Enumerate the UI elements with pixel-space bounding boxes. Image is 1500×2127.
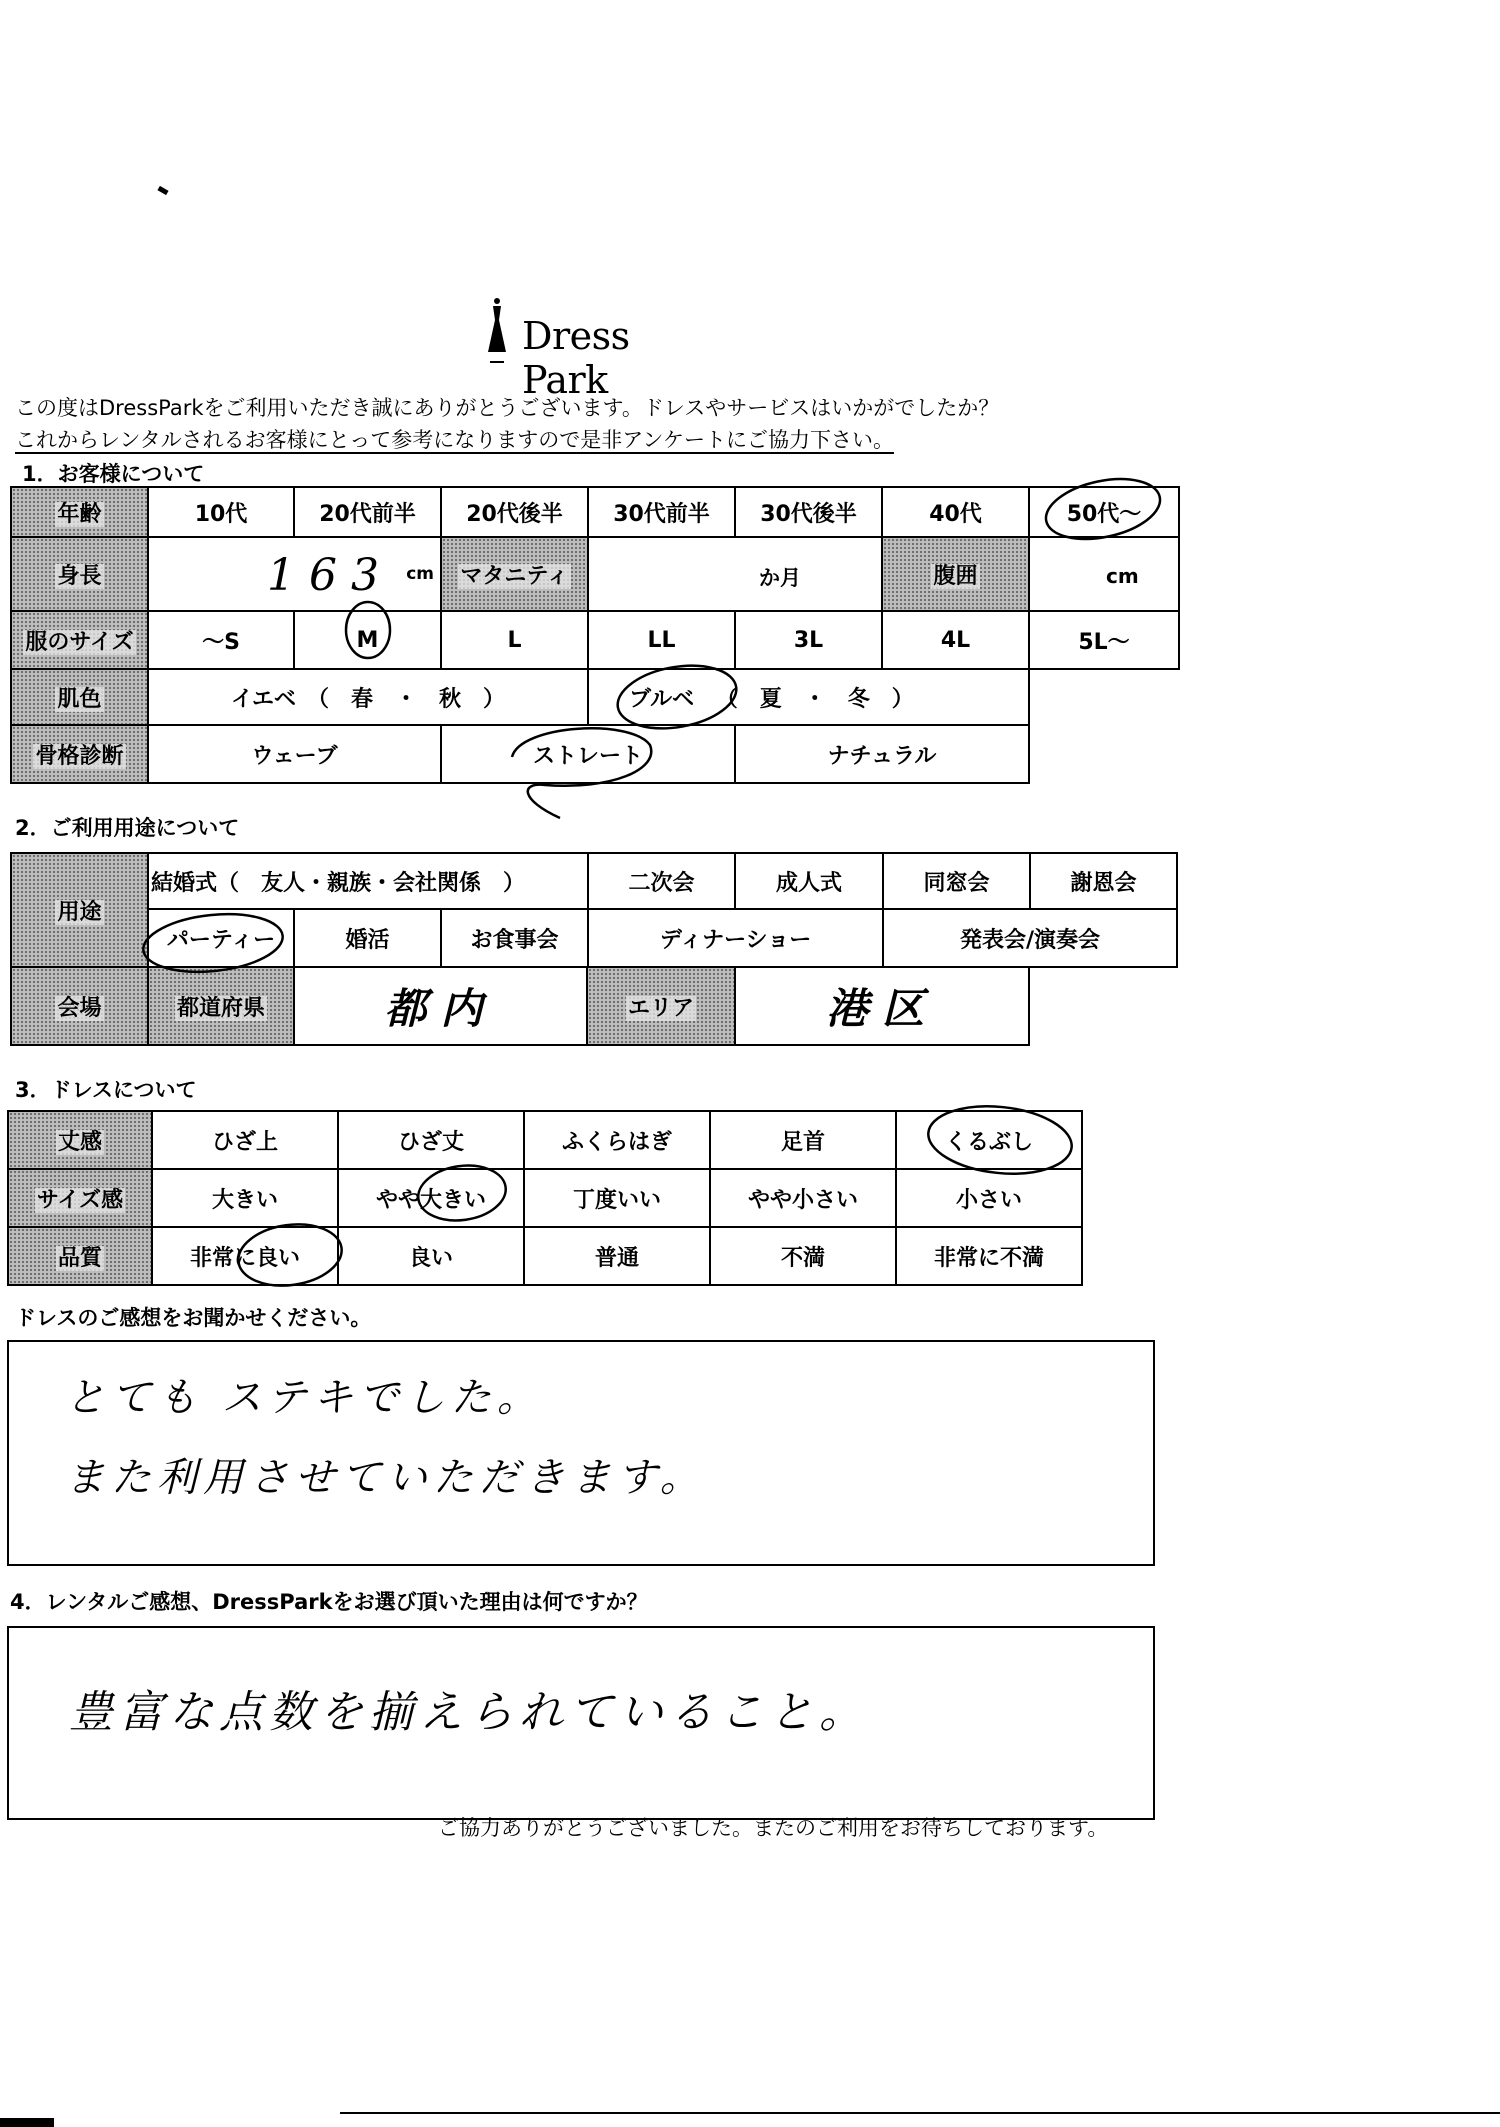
length-option-selected[interactable]: くるぶし	[896, 1111, 1082, 1169]
quality-option-selected[interactable]: 非常に良い	[152, 1227, 338, 1285]
section1-title: 1．お客様について	[22, 462, 205, 486]
purpose-option-selected[interactable]: パーティー	[148, 909, 294, 967]
quality-option[interactable]: 非常に不満	[896, 1227, 1082, 1285]
purpose-option[interactable]: 二次会	[588, 853, 735, 909]
size-option[interactable]: L	[441, 611, 588, 669]
frame-option[interactable]: ナチュラル	[735, 725, 1029, 783]
purpose-label: 用途	[11, 853, 148, 967]
fit-option[interactable]: 小さい	[896, 1169, 1082, 1227]
intro-line-2: これからレンタルされるお客様にとって参考になりますので是非アンケートにご協力下さい。	[15, 428, 894, 452]
length-label: 丈感	[8, 1111, 152, 1169]
reason-box[interactable]	[7, 1626, 1155, 1820]
frame-option-selected[interactable]: ストレート	[441, 725, 735, 783]
age-label: 年齢	[11, 487, 148, 537]
venue-label: 会場	[11, 967, 148, 1045]
quality-option[interactable]: 不満	[710, 1227, 896, 1285]
skin-table	[10, 668, 1030, 726]
height-field[interactable]	[148, 537, 441, 611]
brand-name: Dress Park	[522, 314, 630, 402]
purpose-option[interactable]: 婚活	[294, 909, 441, 967]
footer-thanks: ご協力ありがとうございました。またのご利用をお待ちしております。	[438, 1816, 1109, 1840]
waist-label: 腹囲	[882, 537, 1029, 611]
size-label: 服のサイズ	[11, 611, 148, 669]
dress-comment-prompt: ドレスのご感想をお聞かせください。	[15, 1306, 372, 1330]
frame-table	[10, 724, 1030, 784]
area-label: エリア	[587, 967, 735, 1045]
scan-edge-left	[0, 2118, 54, 2127]
quality-option[interactable]: 普通	[524, 1227, 710, 1285]
length-option[interactable]: ひざ上	[152, 1111, 338, 1169]
fit-option-selected[interactable]: やや大きい	[338, 1169, 524, 1227]
dress-comment-line: また利用させていただきます。	[65, 1455, 706, 1501]
purpose-option[interactable]: 謝恩会	[1030, 853, 1177, 909]
reason-answer: 豊富な点数を揃えられていること。	[69, 1687, 869, 1738]
venue-table	[10, 966, 1030, 1046]
age-option[interactable]: 10代	[148, 487, 294, 537]
scan-speck	[157, 186, 168, 195]
quality-option[interactable]: 良い	[338, 1227, 524, 1285]
quality-label: 品質	[8, 1227, 152, 1285]
length-option[interactable]: ふくらはぎ	[524, 1111, 710, 1169]
purpose-option[interactable]: 成人式	[735, 853, 883, 909]
size-option[interactable]: 3L	[735, 611, 882, 669]
purpose-table	[10, 852, 1178, 968]
fit-label: サイズ感	[8, 1169, 152, 1227]
skin-label: 肌色	[11, 669, 148, 725]
length-option[interactable]: ひざ丈	[338, 1111, 524, 1169]
customer-table	[10, 486, 1180, 670]
length-option[interactable]: 足首	[710, 1111, 896, 1169]
age-option[interactable]: 40代	[882, 487, 1029, 537]
area-value: 港区	[825, 984, 938, 1033]
height-value: 163	[267, 550, 393, 601]
intro-line-1: この度はDressParkをご利用いただき誠にありがとうございます。ドレスやサービスはいかがでしたか？	[15, 396, 1000, 420]
dress-table	[7, 1110, 1083, 1286]
brand-logo	[482, 296, 722, 402]
maternity-unit: か月	[759, 566, 801, 590]
age-option[interactable]: 30代前半	[588, 487, 735, 537]
section3-title: 3．ドレスについて	[15, 1078, 197, 1102]
dress-comment-box[interactable]	[7, 1340, 1155, 1566]
dress-icon	[482, 296, 512, 368]
skin-option-blue-seasons: （ 夏 ・ 冬 ）	[715, 686, 914, 712]
size-option-selected[interactable]: M	[294, 611, 441, 669]
purpose-option[interactable]: お食事会	[441, 909, 588, 967]
age-option-selected[interactable]: 50代～	[1029, 487, 1179, 537]
prefecture-label: 都道府県	[148, 967, 294, 1045]
height-label: 身長	[11, 537, 148, 611]
height-unit: cm	[406, 564, 434, 584]
age-option[interactable]: 20代前半	[294, 487, 441, 537]
section2-title: 2．ご利用用途について	[15, 816, 240, 840]
prefecture-field[interactable]	[294, 967, 587, 1045]
age-option[interactable]: 20代後半	[441, 487, 588, 537]
size-option[interactable]: ～S	[148, 611, 294, 669]
skin-option-blue-label: ブルベ	[629, 686, 695, 712]
prefecture-value: 都内	[384, 984, 497, 1033]
scan-edge-line	[340, 2112, 1500, 2114]
dress-comment-line: とても ステキでした。	[65, 1375, 543, 1421]
purpose-option[interactable]: ディナーショー	[588, 909, 883, 967]
fit-option[interactable]: 丁度いい	[524, 1169, 710, 1227]
frame-label: 骨格診断	[11, 725, 148, 783]
fit-option[interactable]: やや小さい	[710, 1169, 896, 1227]
skin-option-yellow[interactable]: イエベ （ 春 ・ 秋 ）	[148, 669, 588, 725]
purpose-option[interactable]: 発表会/演奏会	[883, 909, 1177, 967]
waist-unit: cm	[1106, 564, 1139, 588]
maternity-field[interactable]	[588, 537, 882, 611]
purpose-wedding[interactable]: 結婚式（ 友人・親族・会社関係 ）	[148, 853, 588, 909]
size-option[interactable]: 4L	[882, 611, 1029, 669]
size-option[interactable]: LL	[588, 611, 735, 669]
size-option[interactable]: 5L～	[1029, 611, 1179, 669]
purpose-option[interactable]: 同窓会	[883, 853, 1030, 909]
frame-option[interactable]: ウェーブ	[148, 725, 441, 783]
maternity-label: マタニティ	[441, 537, 588, 611]
age-option[interactable]: 30代後半	[735, 487, 882, 537]
section4-title: 4．レンタルご感想、DressParkをお選び頂いた理由は何ですか？	[10, 1590, 648, 1614]
fit-option[interactable]: 大きい	[152, 1169, 338, 1227]
waist-field[interactable]	[1029, 537, 1179, 611]
area-field[interactable]	[735, 967, 1029, 1045]
skin-option-blue[interactable]	[588, 669, 1029, 725]
